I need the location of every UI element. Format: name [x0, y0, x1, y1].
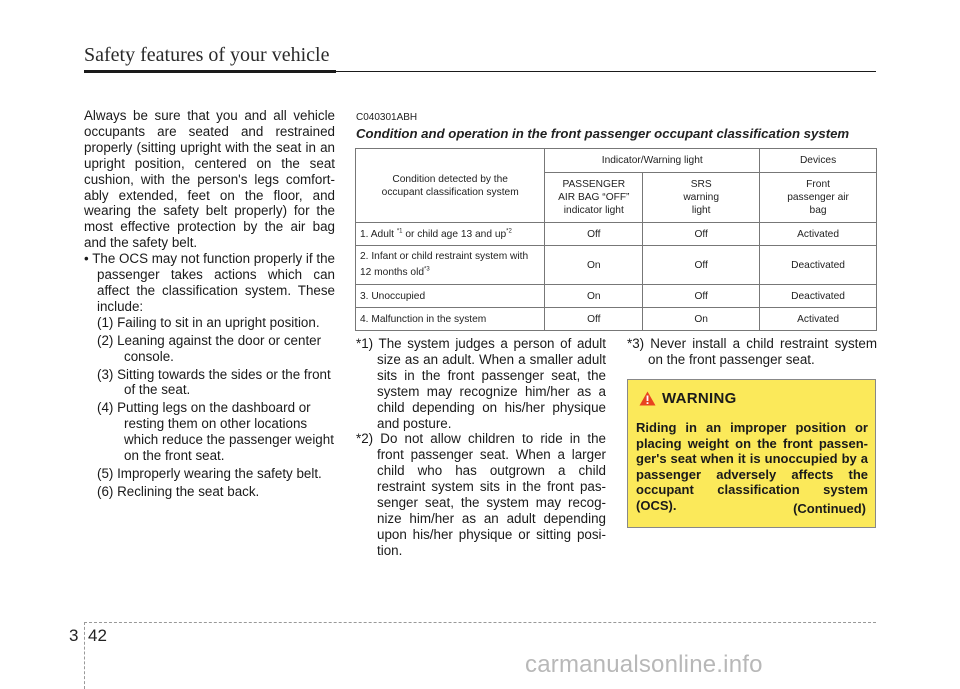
row-srs-light: Off — [643, 285, 760, 308]
row-airbag: Deactivated — [760, 246, 877, 285]
header-condition: Condition detected by the occupant classification system — [356, 149, 545, 223]
row-passenger-light: Off — [545, 308, 643, 331]
footnotes-column — [356, 336, 606, 559]
warning-triangle-icon — [639, 391, 656, 406]
ocs-cause-list — [84, 315, 335, 500]
footer-divider — [84, 622, 85, 689]
table-row — [356, 285, 877, 308]
row-airbag: Activated — [760, 223, 877, 246]
warning-title: WARNING — [662, 390, 737, 407]
section-code: C040301ABH — [356, 112, 418, 123]
row-passenger-light: On — [545, 285, 643, 308]
row-srs-light: Off — [643, 223, 760, 246]
footer-rule — [84, 622, 876, 623]
table-row — [356, 308, 877, 331]
page-header-title: Safety features of your vehicle — [84, 44, 330, 66]
header-indicator-group: Indicator/Warning light — [545, 149, 760, 173]
footnote-1: *1) The system judges a person of adult size as an adult. When a smaller adult sits in the front passenger seat, the system may recognize him/her as a child depending on his/her physique and posture. — [356, 336, 606, 431]
list-item: (1) Failing to sit in an upright position. — [97, 314, 320, 330]
row-srs-light: On — [643, 308, 760, 331]
row-airbag: Deactivated — [760, 285, 877, 308]
footnote-3: *3) Never install a child restraint system on the front passenger seat. — [627, 336, 877, 367]
ocs-table — [355, 148, 877, 331]
intro-paragraph: Always be sure that you and all vehicle occupants are seated and restrained properly (sitting upright with the seat in an upright position, centered on the seat cushion, with the person's legs comfort-ably extended, feet on the floor, and wearing the safety belt properly) for the most effective protection by the air bag and the safety belt. — [84, 108, 335, 251]
header-passenger-light: PASSENGER AIR BAG “OFF” indicator light — [545, 173, 643, 223]
list-item: (4) Putting legs on the dashboard or resting them on other locations which reduce the passenger weight on the front seat. — [97, 400, 334, 464]
footnote-2: *2) Do not allow children to ride in the front passenger seat. When a larger child who has outgrown a child restraint system sits in the front pas-senger seat, the system may recog-nize him/her as an adult depending upon his/her physique or sitting posi-tion. — [356, 431, 606, 558]
row-passenger-light: On — [545, 246, 643, 285]
header-rule-thick — [84, 70, 336, 73]
list-item: (3) Sitting towards the sides or the front of the seat. — [97, 366, 331, 398]
ocs-bullet: • The OCS may not function properly if the passenger takes actions which can affect the classification system. These include: — [84, 251, 335, 314]
list-item: (5) Improperly wearing the safety belt. — [97, 465, 322, 481]
footnote-3-column — [627, 336, 877, 368]
warning-continued: (Continued) — [793, 501, 866, 516]
list-item: (2) Leaning against the door or center console. — [97, 332, 322, 364]
row-condition: 3. Unoccupied — [356, 285, 545, 308]
watermark: carmanualsonline.info — [525, 651, 763, 678]
chapter-number: 3 — [69, 626, 79, 645]
warning-text: Riding in an improper position or placing weight on the front passen-ger's seat when it is unoccupied by a passenger adversely affects the occupant classification system (OCS). — [636, 420, 868, 513]
row-condition: 1. Adult $^{*1}$ or child age 13 and $up^{*2}$ — [356, 223, 545, 246]
row-passenger-light: Off — [545, 223, 643, 246]
row-airbag: Activated — [760, 308, 877, 331]
table-row — [356, 246, 877, 285]
row-condition: 4. Malfunction in the system — [356, 308, 545, 331]
row-srs-light: Off — [643, 246, 760, 285]
header-rule-thin — [336, 71, 876, 72]
row-condition: 2. Infant or child restraint system with 12 months old$^{*3}$ — [356, 246, 545, 285]
left-column — [84, 108, 335, 502]
header-srs-light: SRS warning light — [643, 173, 760, 223]
warning-box — [627, 379, 876, 528]
list-item: (6) Reclining the seat back. — [97, 483, 260, 499]
header-devices: Devices — [760, 149, 877, 173]
page-number: 42 — [88, 626, 107, 645]
table-row — [356, 223, 877, 246]
section-title: Condition and operation in the front passenger occupant classification system — [356, 126, 850, 141]
header-front-airbag: Front passenger air bag — [760, 173, 877, 223]
warning-header — [639, 390, 737, 407]
